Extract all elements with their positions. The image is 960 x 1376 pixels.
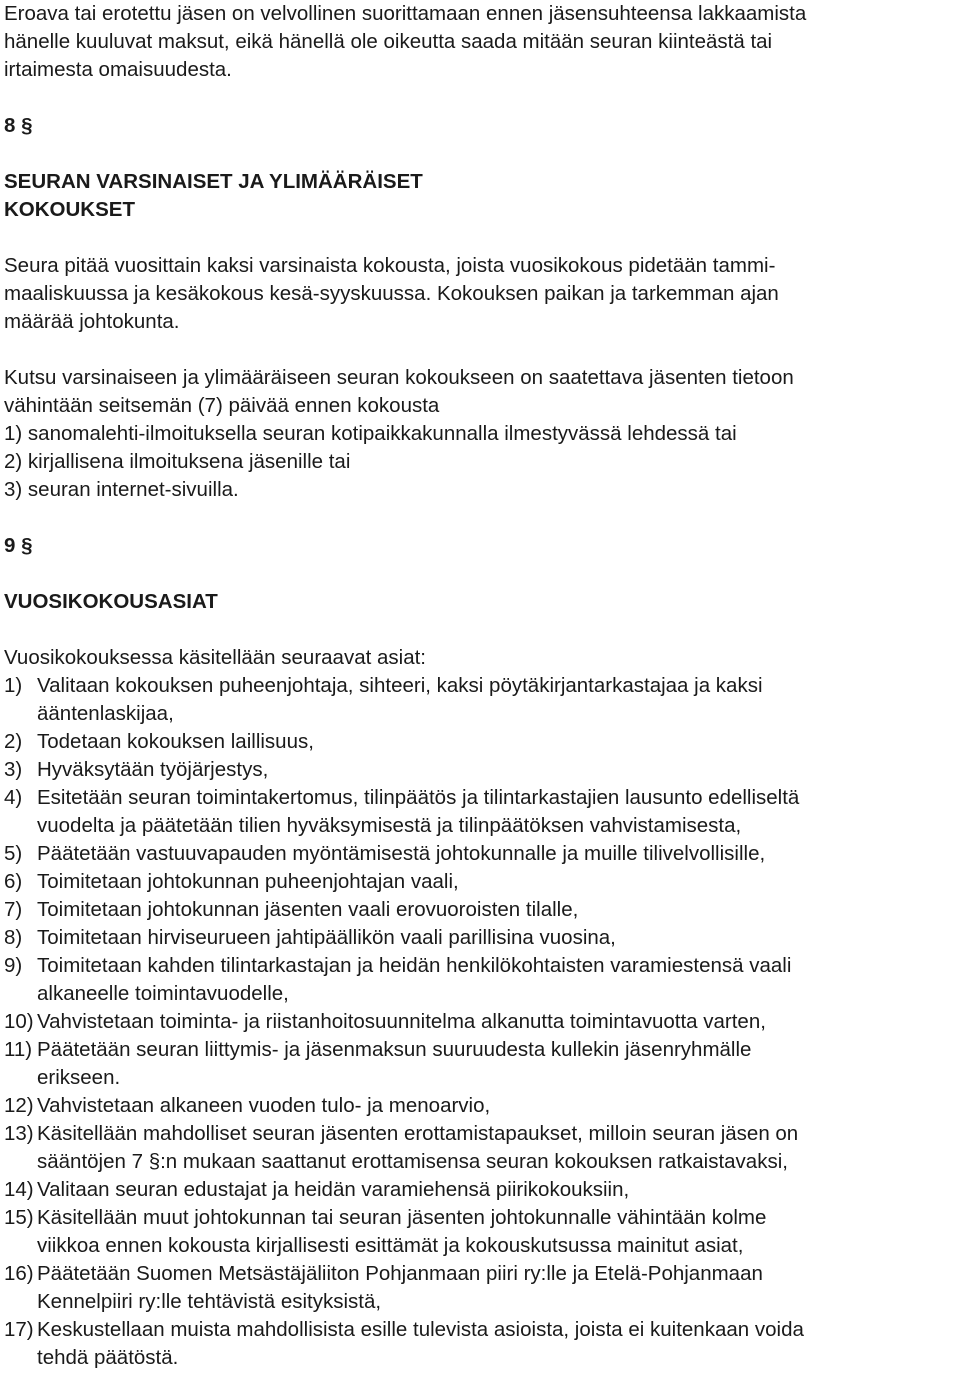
section-8-paragraph-1 (4, 252, 954, 336)
agenda-item-line: Toimitetaan kahden tilintarkastajan ja heidän henkilökohtaisten varamiestensä vaali (37, 954, 792, 977)
agenda-item-text (37, 924, 954, 952)
agenda-item-line: Esitetään seuran toimintakertomus, tilinpäätös ja tilintarkastajien lausunto edelliseltä (37, 786, 800, 809)
agenda-item-number: 3) (4, 758, 23, 781)
list-line: 3) seuran internet-sivuilla. (4, 478, 239, 501)
agenda-item-text (37, 1120, 954, 1176)
agenda-list (4, 672, 954, 1372)
agenda-item-text (37, 1036, 954, 1092)
agenda-item-text (37, 840, 954, 868)
agenda-item-line: Päätetään seuran liittymis- ja jäsenmaksun suuruudesta kullekin jäsenryhmälle (37, 1038, 752, 1061)
agenda-item-line: Valitaan seuran edustajat ja heidän varamiehensä piirikokouksiin, (37, 1178, 630, 1201)
agenda-item (4, 1260, 954, 1316)
agenda-item-line: Vahvistetaan toiminta- ja riistanhoitosuunnitelma alkanutta toimintavuotta varten, (37, 1010, 766, 1033)
section-9-lead: Vuosikokouksessa käsitellään seuraavat asiat: (4, 646, 427, 669)
agenda-item-number: 17) (4, 1318, 34, 1341)
agenda-item-line: Toimitetaan johtokunnan jäsenten vaali erovuoroisten tilalle, (37, 898, 579, 921)
agenda-item-number: 12) (4, 1094, 34, 1117)
agenda-item (4, 952, 954, 1008)
agenda-item (4, 784, 954, 840)
section-9-number: 9 § (4, 534, 33, 557)
agenda-item (4, 756, 954, 784)
agenda-item-line: Käsitellään muut johtokunnan tai seuran jäsenten johtokunnalle vähintään kolme (37, 1206, 767, 1229)
list-line: 2) kirjallisena ilmoituksena jäsenille tai (4, 450, 351, 473)
agenda-item-line: Vahvistetaan alkaneen vuoden tulo- ja menoarvio, (37, 1094, 491, 1117)
agenda-item-line: Toimitetaan johtokunnan puheenjohtajan vaali, (37, 870, 459, 893)
agenda-item-line: vuodelta ja päätetään tilien hyväksymisestä ja tilinpäätöksen vahvistamisesta, (37, 814, 742, 837)
text-line: Eroava tai erotettu jäsen on velvollinen suorittamaan ennen jäsensuhteensa lakkaamista (4, 2, 807, 25)
agenda-item-number: 8) (4, 926, 23, 949)
agenda-item-number: 6) (4, 870, 23, 893)
agenda-item-number: 11) (4, 1038, 33, 1061)
agenda-item-line: Hyväksytään työjärjestys, (37, 758, 269, 781)
agenda-item-line: viikkoa ennen kokousta kirjallisesti esittämät ja kokouskutsussa mainitut asiat, (37, 1234, 744, 1257)
agenda-item-line: Valitaan kokouksen puheenjohtaja, sihteeri, kaksi pöytäkirjantarkastajaa ja kaksi (37, 674, 763, 697)
agenda-item (4, 868, 954, 896)
agenda-item (4, 896, 954, 924)
section-8-number: 8 § (4, 114, 33, 137)
agenda-item-number: 5) (4, 842, 23, 865)
agenda-item (4, 1316, 954, 1372)
agenda-item-line: sääntöjen 7 §:n mukaan saattanut erottamisensa seuran kokouksen ratkaistavaksi, (37, 1150, 788, 1173)
text-line: Kutsu varsinaiseen ja ylimääräiseen seuran kokoukseen on saatettava jäsenten tietoon (4, 366, 794, 389)
text-line: hänelle kuuluvat maksut, eikä hänellä ole oikeutta saada mitään seuran kiinteästä tai (4, 30, 773, 53)
agenda-item-line: erikseen. (37, 1066, 121, 1089)
agenda-item-number: 7) (4, 898, 23, 921)
agenda-item-number: 13) (4, 1122, 34, 1145)
agenda-item (4, 1204, 954, 1260)
agenda-item (4, 840, 954, 868)
agenda-item-line: ääntenlaskijaa, (37, 702, 174, 725)
intro-paragraph (4, 0, 954, 84)
agenda-item-line: Päätetään vastuuvapauden myöntämisestä johtokunnalle ja muille tilivelvollisille, (37, 842, 766, 865)
agenda-item-number: 10) (4, 1010, 34, 1033)
section-9-title: VUOSIKOKOUSASIAT (4, 590, 218, 613)
agenda-item-number: 4) (4, 786, 23, 809)
agenda-item (4, 1176, 954, 1204)
agenda-item-line: Todetaan kokouksen laillisuus, (37, 730, 314, 753)
agenda-item (4, 924, 954, 952)
agenda-item-text (37, 868, 954, 896)
agenda-item (4, 1036, 954, 1092)
agenda-item (4, 672, 954, 728)
list-line: 1) sanomalehti-ilmoituksella seuran kotipaikkakunnalla ilmestyvässä lehdessä tai (4, 422, 737, 445)
agenda-item-number: 16) (4, 1262, 34, 1285)
agenda-item-text (37, 1204, 954, 1260)
section-8-paragraph-2 (4, 364, 954, 504)
text-line: maaliskuussa ja kesäkokous kesä-syyskuussa. Kokouksen paikan ja tarkemman ajan (4, 282, 779, 305)
agenda-item-text (37, 728, 954, 756)
agenda-item-line: Käsitellään mahdolliset seuran jäsenten erottamistapaukset, milloin seuran jäsen on (37, 1122, 799, 1145)
text-line: Seura pitää vuosittain kaksi varsinaista kokousta, joista vuosikokous pidetään tammi- (4, 254, 776, 277)
agenda-item-number: 9) (4, 954, 23, 977)
agenda-item-text (37, 756, 954, 784)
title-line: SEURAN VARSINAISET JA YLIMÄÄRÄISET (4, 170, 423, 193)
agenda-item-number: 1) (4, 674, 23, 697)
text-line: vähintään seitsemän (7) päivää ennen kokousta (4, 394, 440, 417)
agenda-item-text (37, 1092, 954, 1120)
agenda-item-text (37, 1316, 954, 1372)
agenda-item-text (37, 1008, 954, 1036)
agenda-item-text (37, 896, 954, 924)
agenda-item (4, 1120, 954, 1176)
title-line: KOKOUKSET (4, 198, 135, 221)
agenda-item-line: Toimitetaan hirviseurueen jahtipäällikön vaali parillisina vuosina, (37, 926, 616, 949)
agenda-item (4, 1092, 954, 1120)
agenda-item-line: alkaneelle toimintavuodelle, (37, 982, 289, 1005)
agenda-item (4, 1008, 954, 1036)
agenda-item-text (37, 1176, 954, 1204)
agenda-item-text (37, 672, 954, 728)
agenda-item-text (37, 952, 954, 1008)
agenda-item-line: tehdä päätöstä. (37, 1346, 179, 1369)
agenda-item-number: 15) (4, 1206, 34, 1229)
agenda-item-number: 2) (4, 730, 23, 753)
agenda-item-line: Keskustellaan muista mahdollisista esille tulevista asioista, joista ei kuitenkaan voida (37, 1318, 804, 1341)
section-8-title (4, 168, 954, 224)
agenda-item-line: Kennelpiiri ry:lle tehtävistä esityksistä, (37, 1290, 382, 1313)
agenda-item (4, 728, 954, 756)
text-line: irtaimesta omaisuudesta. (4, 58, 232, 81)
agenda-item-text (37, 1260, 954, 1316)
agenda-item-number: 14) (4, 1178, 34, 1201)
text-line: määrää johtokunta. (4, 310, 180, 333)
agenda-item-line: Päätetään Suomen Metsästäjäliiton Pohjanmaan piiri ry:lle ja Etelä-Pohjanmaan (37, 1262, 763, 1285)
agenda-item-text (37, 784, 954, 840)
